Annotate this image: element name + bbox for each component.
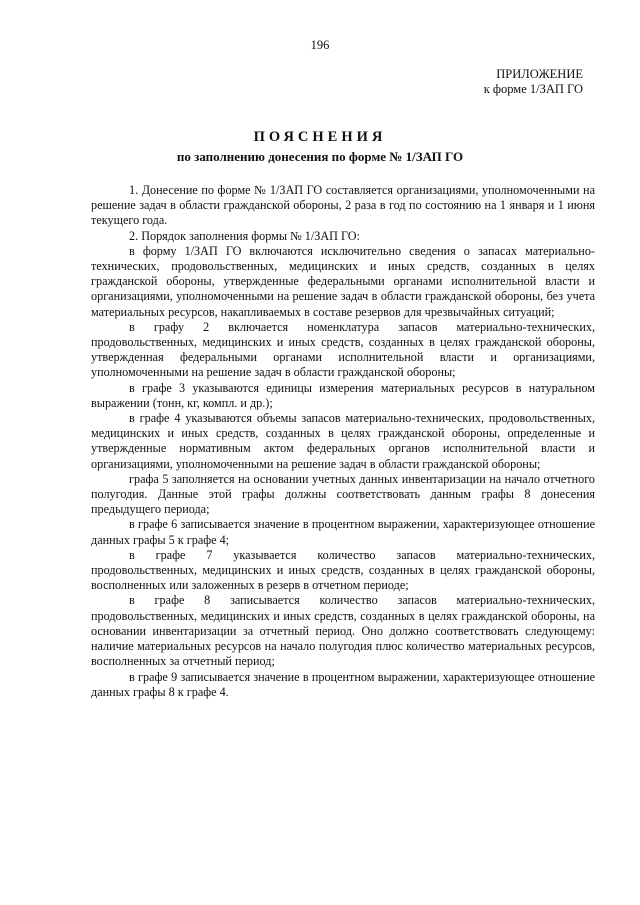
- appendix-header: [484, 67, 583, 97]
- appendix-label: ПРИЛОЖЕНИЕ: [496, 67, 583, 81]
- paragraph: в графе 4 указываются объемы запасов материально-технических, продовольственных, медицинских и иных средств, созданных в целях гражданской обороны, определенные и утвержденные нормативным актом федеральных органов исполнительной власти и организациями, уполномоченными на решение задач в области гражданской обороны;: [91, 411, 595, 471]
- appendix-form-reference: к форме 1/ЗАП ГО: [483, 82, 583, 96]
- paragraph: в графе 6 записывается значение в процентном выражении, характеризующее отношение данных графы 5 к графе 4;: [91, 517, 595, 547]
- paragraph: 1. Донесение по форме № 1/ЗАП ГО составляется организациями, уполномоченными на решение задач в области гражданской обороны, 2 раза в год по состоянию на 1 января и 1 июня текущего года.: [91, 183, 595, 228]
- page-number: 196: [310, 38, 330, 52]
- paragraph: в форму 1/ЗАП ГО включаются исключительно сведения о запасах материально-технических, продовольственных, медицинских и иных средств, созданных в целях гражданской обороны, утвержденные федеральными органами исполнительной власти и организациями, уполномоченными на решение задач в области гражданской обороны, без учета материальных ресурсов, накапливаемых в составе резервов для чрезвычайных ситуаций;: [91, 243, 595, 319]
- paragraph: в графе 7 указывается количество запасов материально-технических, продовольственных, медицинских и иных средств, созданных в целях гражданской обороны, восполненных или заложенных в резерв в отчетном периоде;: [91, 547, 595, 593]
- paragraph: в графе 3 указываются единицы измерения материальных ресурсов в натуральном выражении (тонн, кг, компл. и др.);: [91, 380, 595, 410]
- paragraph: в графу 2 включается номенклатура запасов материально-технических, продовольственных, медицинских и иных средств, созданных в целях гражданской обороны, утвержденная федеральными органами исполнительной власти и организациями, уполномоченными на решение задач в области гражданской обороны;: [91, 319, 595, 380]
- paragraph: 2. Порядок заполнения формы № 1/ЗАП ГО:: [129, 228, 360, 243]
- paragraph: в графе 8 записывается количество запасов материально-технических, продовольственных, медицинских и иных средств, созданных в целях гражданской обороны, на основании инвентаризации за отчетный период. Оно должно соответствовать следующему: наличие материальных ресурсов на начало полугодия плюс количество материальных ресурсов, восполненных за отчетный период;: [91, 593, 595, 669]
- paragraph: в графе 9 записывается значение в процентном выражении, характеризующее отношение данных графы 8 к графе 4.: [91, 669, 595, 699]
- document-title: ПОЯСНЕНИЯ: [253, 129, 387, 145]
- document-subtitle: по заполнению донесения по форме № 1/ЗАП ГО: [176, 149, 464, 164]
- paragraph: графа 5 заполняется на основании учетных данных инвентаризации на начало отчетного полугодия. Данные этой графы должны соответствовать данным графы 8 донесения предыдущего периода;: [91, 471, 595, 517]
- document-body: [91, 183, 595, 700]
